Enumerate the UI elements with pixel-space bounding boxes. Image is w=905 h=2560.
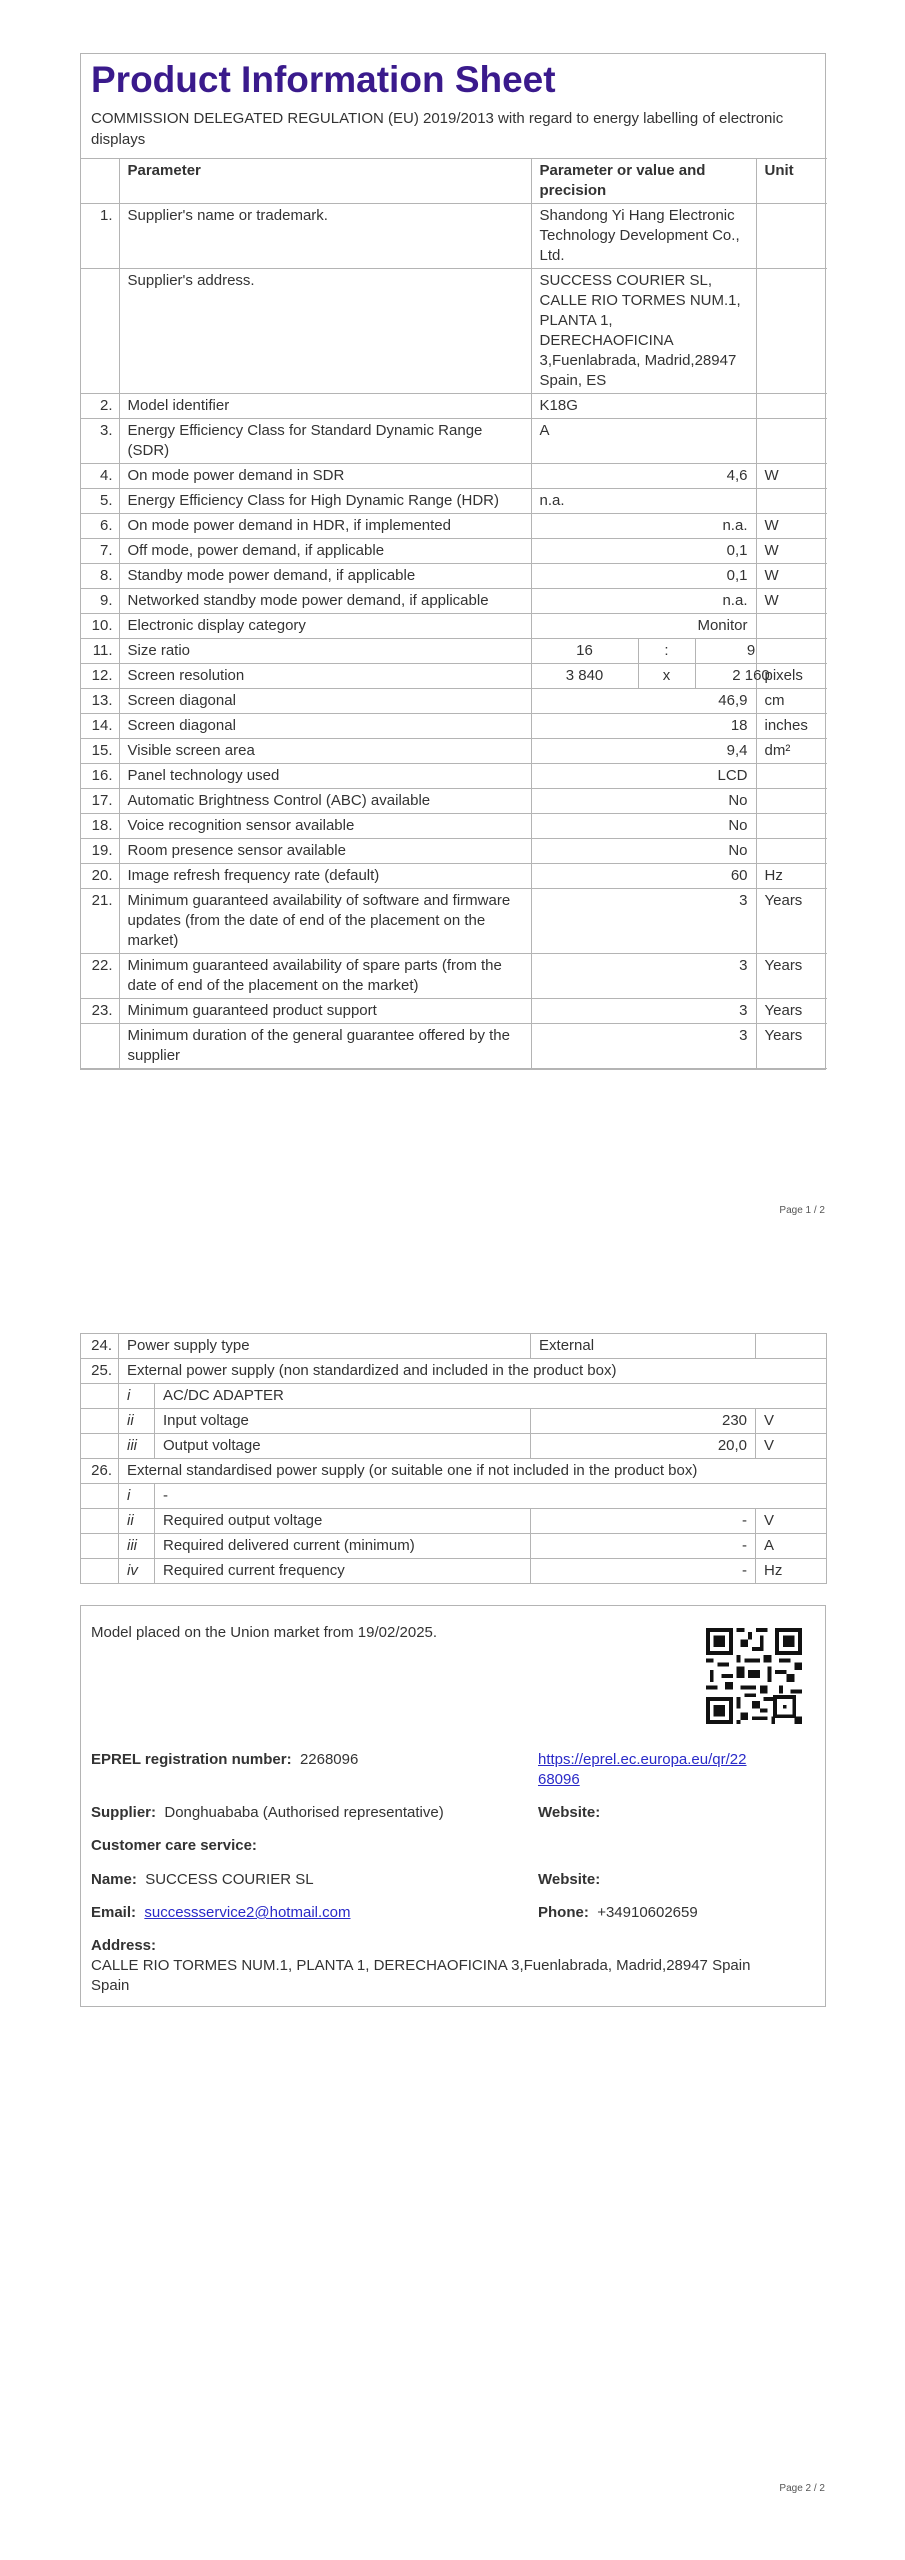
row-unit: V xyxy=(756,1509,827,1534)
row-value xyxy=(531,639,756,664)
row-parameter: Supplier's address. xyxy=(119,269,531,394)
row-parameter: Standby mode power demand, if applicable xyxy=(119,564,531,589)
row-value: External xyxy=(531,1334,756,1359)
row-parameter: Panel technology used xyxy=(119,764,531,789)
row-parameter: Required current frequency xyxy=(155,1559,531,1584)
row-index: 2. xyxy=(81,394,119,419)
phone-value: +34910602659 xyxy=(597,1904,698,1921)
table-row xyxy=(81,789,827,814)
row-index: 10. xyxy=(81,614,119,639)
row-section-title: External power supply (non standardized and included in the product box) xyxy=(119,1359,827,1384)
row-index xyxy=(81,1384,119,1409)
table-row xyxy=(81,1384,827,1409)
row-unit: W xyxy=(756,514,827,539)
value-header: Parameter or value and precision xyxy=(531,159,756,204)
row-unit xyxy=(756,789,827,814)
table-row xyxy=(81,839,827,864)
name-label: Name: xyxy=(91,1871,137,1888)
row-unit: Hz xyxy=(756,1559,827,1584)
row-unit xyxy=(756,614,827,639)
row-parameter: Screen resolution xyxy=(119,664,531,689)
page-number-2: Page 2 / 2 xyxy=(779,2483,825,2494)
row-index: 26. xyxy=(81,1459,119,1484)
customer-care-heading xyxy=(91,1836,257,1856)
row-index: 12. xyxy=(81,664,119,689)
row-index xyxy=(81,1559,119,1584)
value-part: 16 xyxy=(576,642,593,659)
market-placement-date: Model placed on the Union market from 19/02/2025. xyxy=(91,1624,438,1641)
row-parameter: Minimum guaranteed availability of spare parts (from the date of end of the placement on the market) xyxy=(119,954,531,999)
row-index xyxy=(81,1024,119,1069)
row-index xyxy=(81,1434,119,1459)
power-supply-table xyxy=(80,1333,827,1584)
supplier-label: Supplier: xyxy=(91,1804,157,1821)
table-row xyxy=(81,514,827,539)
row-parameter: Output voltage xyxy=(155,1434,531,1459)
table-row xyxy=(81,269,827,394)
row-unit xyxy=(756,839,827,864)
row-index: 16. xyxy=(81,764,119,789)
row-unit: Years xyxy=(756,999,827,1024)
table-row xyxy=(81,204,827,269)
row-value: - xyxy=(531,1534,756,1559)
row-value: 3 xyxy=(531,1024,756,1069)
table-row xyxy=(81,1409,827,1434)
row-unit: Years xyxy=(756,889,827,954)
row-index: 24. xyxy=(81,1334,119,1359)
row-parameter: Energy Efficiency Class for High Dynamic Range (HDR) xyxy=(119,489,531,514)
table-row xyxy=(81,954,827,999)
row-unit: Years xyxy=(756,954,827,999)
row-unit xyxy=(756,394,827,419)
row-unit: Hz xyxy=(756,864,827,889)
row-parameter: Size ratio xyxy=(119,639,531,664)
row-unit xyxy=(756,764,827,789)
address-line-2: Spain xyxy=(91,1977,130,1994)
row-value: 3 xyxy=(531,954,756,999)
row-value: n.a. xyxy=(531,489,756,514)
table-row xyxy=(81,1024,827,1069)
row-sub-index: i xyxy=(119,1384,155,1409)
row-value: No xyxy=(531,814,756,839)
row-index: 13. xyxy=(81,689,119,714)
row-parameter: Screen diagonal xyxy=(119,714,531,739)
table-row xyxy=(81,889,827,954)
table-row xyxy=(81,814,827,839)
row-unit xyxy=(756,419,827,464)
row-unit xyxy=(756,489,827,514)
table-row xyxy=(81,999,827,1024)
value-part: 9 xyxy=(746,642,756,659)
value-part: 2 160 xyxy=(732,667,770,684)
row-unit: V xyxy=(756,1409,827,1434)
power-supply-section xyxy=(80,1333,826,1584)
row-parameter: Supplier's name or trademark. xyxy=(119,204,531,269)
row-value: 4,6 xyxy=(531,464,756,489)
row-parameter: Off mode, power demand, if applicable xyxy=(119,539,531,564)
name-value: SUCCESS COURIER SL xyxy=(145,1871,314,1888)
email-label: Email: xyxy=(91,1904,137,1921)
row-parameter: Room presence sensor available xyxy=(119,839,531,864)
table-row xyxy=(81,589,827,614)
row-index: 20. xyxy=(81,864,119,889)
row-value: Monitor xyxy=(531,614,756,639)
eprel-link-line2[interactable]: 68096 xyxy=(538,1771,580,1788)
table-row xyxy=(81,1484,827,1509)
table-row xyxy=(81,1334,827,1359)
row-parameter: Minimum guaranteed availability of software and firmware updates (from the date of end of the placement on the market) xyxy=(119,889,531,954)
row-parameter: Minimum duration of the general guarantee offered by the supplier xyxy=(119,1024,531,1069)
row-value: 3 xyxy=(531,889,756,954)
row-value: No xyxy=(531,839,756,864)
table-row xyxy=(81,614,827,639)
page-title: Product Information Sheet xyxy=(91,59,556,100)
row-value: 60 xyxy=(531,864,756,889)
row-value: 18 xyxy=(531,714,756,739)
row-unit xyxy=(756,269,827,394)
row-index: 1. xyxy=(81,204,119,269)
table-row xyxy=(81,419,827,464)
row-value: - xyxy=(531,1509,756,1534)
row-parameter: Electronic display category xyxy=(119,614,531,639)
row-value: n.a. xyxy=(531,589,756,614)
row-value: 20,0 xyxy=(531,1434,756,1459)
row-index: 21. xyxy=(81,889,119,954)
table-row xyxy=(81,394,827,419)
row-parameter: Voice recognition sensor available xyxy=(119,814,531,839)
row-sub-index: ii xyxy=(119,1509,155,1534)
row-parameter: Power supply type xyxy=(119,1334,531,1359)
website-label: Website: xyxy=(538,1804,601,1821)
care-email-line xyxy=(91,1903,351,1923)
row-unit xyxy=(756,639,827,664)
supplier-info-box xyxy=(80,1605,826,2007)
row-index: 6. xyxy=(81,514,119,539)
address-line-1: CALLE RIO TORMES NUM.1, PLANTA 1, DERECHAOFICINA 3,Fuenlabrada, Madrid,28947 Spain xyxy=(91,1957,751,1974)
row-value: 46,9 xyxy=(531,689,756,714)
care-website xyxy=(538,1870,600,1890)
row-sub-index: iii xyxy=(119,1434,155,1459)
row-unit: W xyxy=(756,464,827,489)
row-parameter: Screen diagonal xyxy=(119,689,531,714)
row-parameter: Visible screen area xyxy=(119,739,531,764)
page-number-1: Page 1 / 2 xyxy=(779,1205,825,1216)
row-parameter: Image refresh frequency rate (default) xyxy=(119,864,531,889)
row-parameter: Automatic Brightness Control (ABC) available xyxy=(119,789,531,814)
address-label: Address: xyxy=(91,1937,157,1954)
row-parameter: Minimum guaranteed product support xyxy=(119,999,531,1024)
table-row xyxy=(81,564,827,589)
row-index: 8. xyxy=(81,564,119,589)
eprel-registration xyxy=(91,1750,358,1770)
row-index: 4. xyxy=(81,464,119,489)
row-unit: Years xyxy=(756,1024,827,1069)
unit-header: Unit xyxy=(756,159,827,204)
table-row xyxy=(81,664,827,689)
row-unit xyxy=(756,1334,827,1359)
row-value: No xyxy=(531,789,756,814)
value-part: x xyxy=(638,664,695,688)
table-row xyxy=(81,689,827,714)
table-row xyxy=(81,464,827,489)
row-value: 3 xyxy=(531,999,756,1024)
index-header xyxy=(81,159,119,204)
row-unit: pixels xyxy=(756,664,827,689)
row-value: 9,4 xyxy=(531,739,756,764)
row-parameter: Required output voltage xyxy=(155,1509,531,1534)
supplier-website xyxy=(538,1803,600,1823)
row-index: 19. xyxy=(81,839,119,864)
table-row xyxy=(81,1534,827,1559)
row-unit: cm xyxy=(756,689,827,714)
row-value: n.a. xyxy=(531,514,756,539)
row-sub-index: ii xyxy=(119,1409,155,1434)
email-link[interactable]: successservice2@hotmail.com xyxy=(144,1904,351,1921)
row-parameter: Required delivered current (minimum) xyxy=(155,1534,531,1559)
row-value: K18G xyxy=(531,394,756,419)
eprel-label: EPREL registration number: xyxy=(91,1751,292,1768)
row-index: 5. xyxy=(81,489,119,514)
row-value: A xyxy=(531,419,756,464)
row-value: Shandong Yi Hang Electronic Technology Development Co., Ltd. xyxy=(531,204,756,269)
row-value: 230 xyxy=(531,1409,756,1434)
row-value: 0,1 xyxy=(531,564,756,589)
table-row xyxy=(81,639,827,664)
row-index xyxy=(81,1534,119,1559)
table-row xyxy=(81,1509,827,1534)
row-index: 11. xyxy=(81,639,119,664)
parameter-table xyxy=(81,158,827,1069)
eprel-link-line1[interactable]: https://eprel.ec.europa.eu/qr/22 xyxy=(538,1751,747,1768)
row-sub-index: iii xyxy=(119,1534,155,1559)
customer-care-label: Customer care service: xyxy=(91,1837,257,1854)
value-part: 3 840 xyxy=(565,667,604,684)
care-phone-line xyxy=(538,1903,698,1923)
row-index: 14. xyxy=(81,714,119,739)
table-row xyxy=(81,864,827,889)
row-unit: V xyxy=(756,1434,827,1459)
row-value xyxy=(531,664,770,689)
row-unit: A xyxy=(756,1534,827,1559)
website2-label: Website: xyxy=(538,1871,601,1888)
row-unit: W xyxy=(756,564,827,589)
row-index xyxy=(81,1409,119,1434)
address-value xyxy=(91,1956,811,1996)
row-value: LCD xyxy=(531,764,756,789)
table-row xyxy=(81,1459,827,1484)
row-parameter: Model identifier xyxy=(119,394,531,419)
row-unit xyxy=(756,814,827,839)
table-row xyxy=(81,714,827,739)
row-section-title: External standardised power supply (or suitable one if not included in the product box) xyxy=(119,1459,827,1484)
eprel-number: 2268096 xyxy=(299,1751,359,1768)
row-index: 7. xyxy=(81,539,119,564)
row-index: 17. xyxy=(81,789,119,814)
table-row xyxy=(81,539,827,564)
table-row xyxy=(81,1559,827,1584)
table-row xyxy=(81,739,827,764)
eprel-link[interactable] xyxy=(538,1750,746,1790)
row-index xyxy=(81,1509,119,1534)
product-info-sheet-page-1 xyxy=(80,53,826,1070)
address-heading xyxy=(91,1936,156,1956)
row-parameter: Energy Efficiency Class for Standard Dynamic Range (SDR) xyxy=(119,419,531,464)
row-index: 23. xyxy=(81,999,119,1024)
row-index xyxy=(81,1484,119,1509)
row-parameter: - xyxy=(155,1484,827,1509)
row-value: 0,1 xyxy=(531,539,756,564)
row-sub-index: iv xyxy=(119,1559,155,1584)
qr-code-icon[interactable] xyxy=(706,1628,802,1724)
row-unit: W xyxy=(756,539,827,564)
phone-label: Phone: xyxy=(538,1904,589,1921)
row-parameter: Networked standby mode power demand, if applicable xyxy=(119,589,531,614)
supplier-line xyxy=(91,1803,444,1823)
value-part: : xyxy=(638,639,695,663)
row-value: SUCCESS COURIER SL, CALLE RIO TORMES NUM.1, PLANTA 1, DERECHAOFICINA 3,Fuenlabrada, Madrid,28947 Spain, ES xyxy=(531,269,756,394)
row-parameter: Input voltage xyxy=(155,1409,531,1434)
row-index: 25. xyxy=(81,1359,119,1384)
row-unit: W xyxy=(756,589,827,614)
row-unit xyxy=(756,204,827,269)
row-unit: inches xyxy=(756,714,827,739)
row-index: 22. xyxy=(81,954,119,999)
row-sub-index: i xyxy=(119,1484,155,1509)
row-unit: dm² xyxy=(756,739,827,764)
row-parameter: On mode power demand in SDR xyxy=(119,464,531,489)
row-value: - xyxy=(531,1559,756,1584)
regulation-subtitle: COMMISSION DELEGATED REGULATION (EU) 2019/2013 with regard to energy labelling of electronic displays xyxy=(91,110,784,148)
care-name-line xyxy=(91,1870,314,1890)
sheet-header xyxy=(81,54,825,158)
parameter-header: Parameter xyxy=(119,159,531,204)
row-index xyxy=(81,269,119,394)
table-header-row xyxy=(81,159,827,204)
row-index: 9. xyxy=(81,589,119,614)
row-parameter: On mode power demand in HDR, if implemented xyxy=(119,514,531,539)
table-row xyxy=(81,1359,827,1384)
table-row xyxy=(81,1434,827,1459)
supplier-value: Donghuababa (Authorised representative) xyxy=(164,1804,444,1821)
table-row xyxy=(81,764,827,789)
row-parameter: AC/DC ADAPTER xyxy=(155,1384,827,1409)
table-row xyxy=(81,489,827,514)
row-index: 3. xyxy=(81,419,119,464)
row-index: 18. xyxy=(81,814,119,839)
row-index: 15. xyxy=(81,739,119,764)
